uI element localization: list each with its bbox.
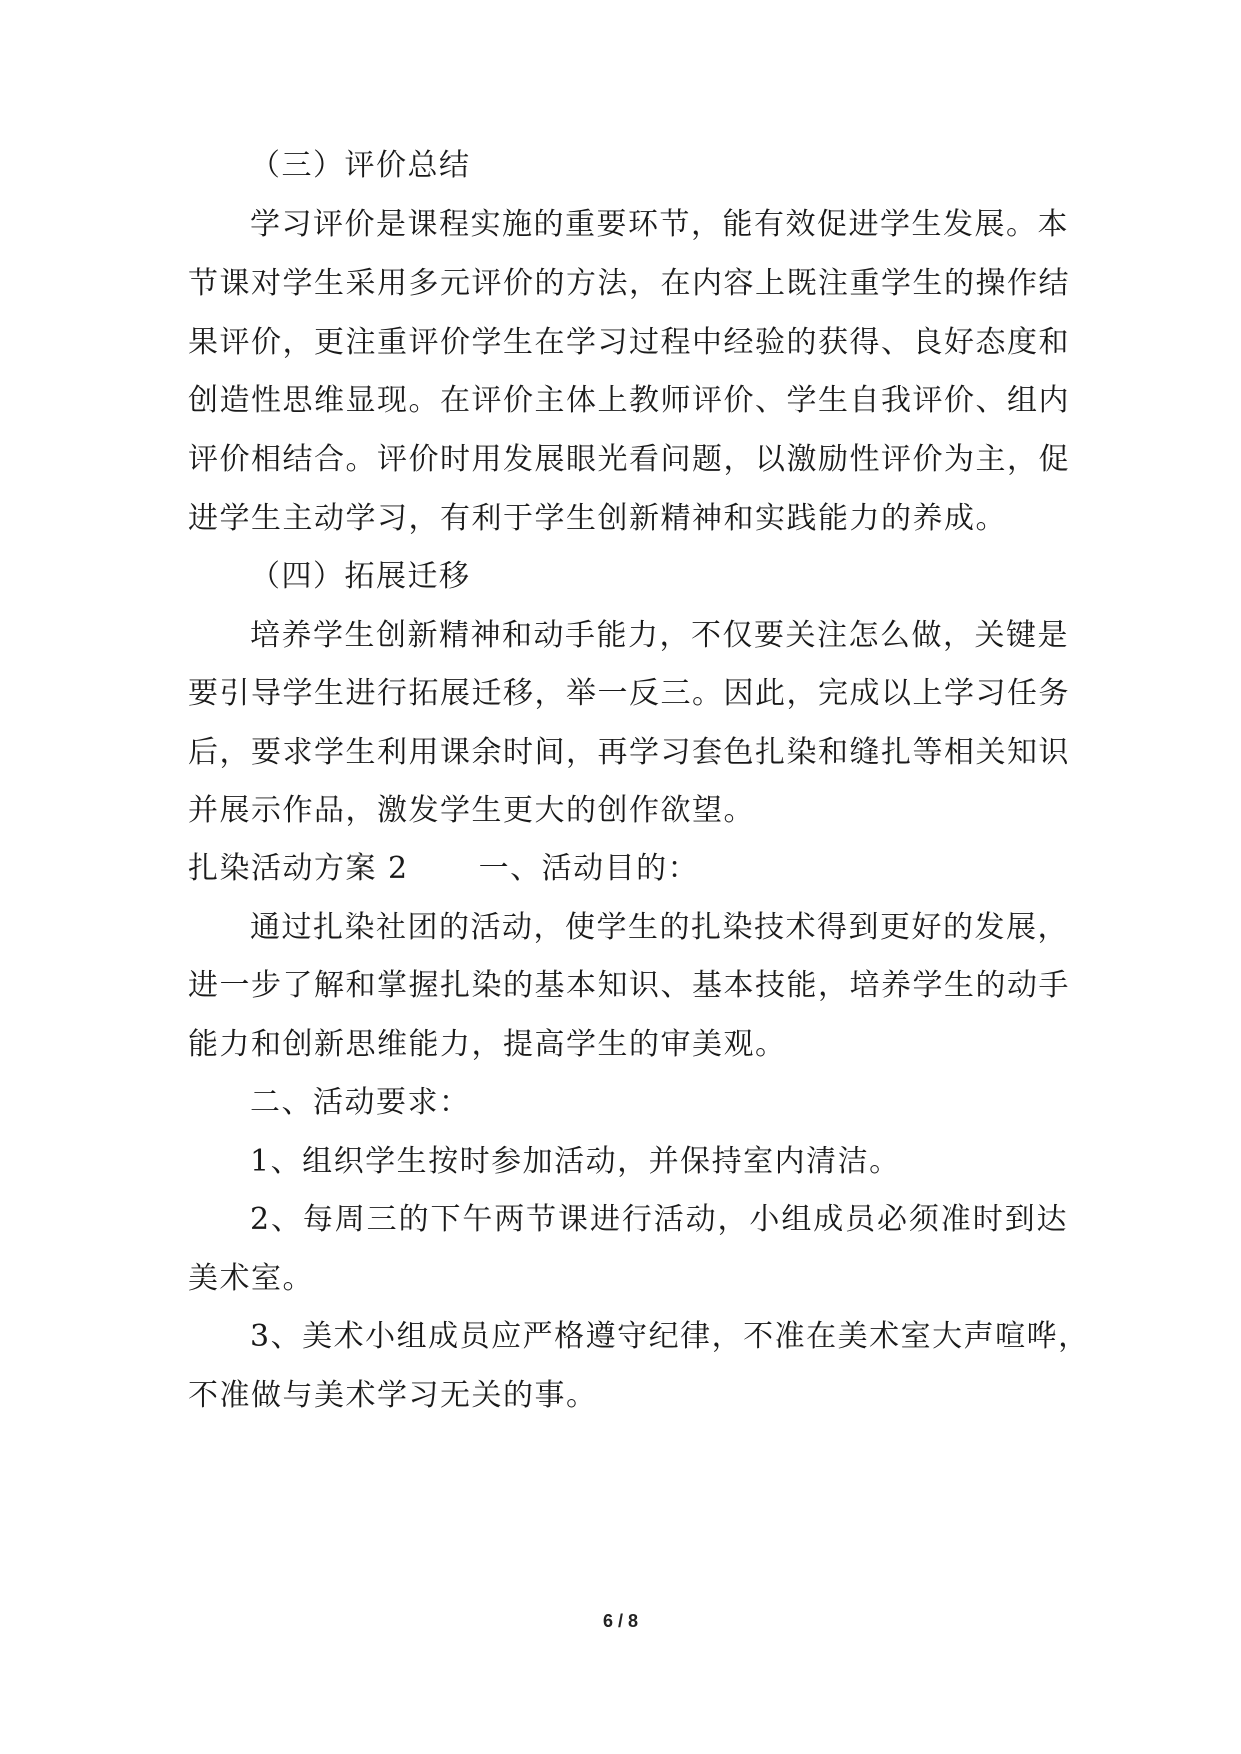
paragraph-line: 要引导学生进行拓展迁移，举一反三。因此，完成以上学习任务 [188, 676, 1070, 711]
section-heading-extension: （四）拓展迁移 [250, 559, 471, 594]
section-heading-evaluation: （三）评价总结 [250, 148, 471, 183]
requirement-item-2: 2、每周三的下午两节课进行活动，小组成员必须准时到达 [250, 1202, 1068, 1237]
section-heading-requirements: 二、活动要求： [250, 1085, 471, 1120]
paragraph-line: 进一步了解和掌握扎染的基本知识、基本技能，培养学生的动手 [188, 968, 1070, 1003]
paragraph-line: 果评价，更注重评价学生在学习过程中经验的获得、良好态度和 [188, 325, 1070, 360]
paragraph-line: 通过扎染社团的活动，使学生的扎染技术得到更好的发展， [250, 910, 1069, 945]
paragraph-line: 评价相结合。评价时用发展眼光看问题，以激励性评价为主，促 [188, 442, 1070, 477]
paragraph-line: 并展示作品，激发学生更大的创作欲望。 [188, 793, 755, 828]
section-heading-purpose: 一、活动目的： [478, 851, 700, 886]
paragraph-line: 学习评价是课程实施的重要环节，能有效促进学生发展。本 [250, 207, 1069, 242]
paragraph-line: 美术室。 [188, 1261, 314, 1296]
paragraph-line: 节课对学生采用多元评价的方法，在内容上既注重学生的操作结 [188, 266, 1070, 301]
paragraph-line: 培养学生创新精神和动手能力，不仅要关注怎么做，关键是 [250, 618, 1069, 653]
requirement-item-3: 3、美术小组成员应严格遵守纪律，不准在美术室大声喧哗， [250, 1319, 1090, 1354]
requirement-item-1: 1、组织学生按时参加活动，并保持室内清洁。 [250, 1144, 901, 1179]
paragraph-line: 进学生主动学习，有利于学生创新精神和实践能力的养成。 [188, 501, 1007, 536]
paragraph-line: 能力和创新思维能力，提高学生的审美观。 [188, 1027, 787, 1062]
page-number: 6 / 8 [602, 1611, 639, 1631]
paragraph-line: 不准做与美术学习无关的事。 [188, 1378, 598, 1413]
paragraph-line: 创造性思维显现。在评价主体上教师评价、学生自我评价、组内 [188, 383, 1070, 418]
plan-title-line [188, 849, 1068, 889]
plan-title: 扎染活动方案 2 [188, 851, 409, 886]
paragraph-line: 后，要求学生利用课余时间，再学习套色扎染和缝扎等相关知识 [188, 735, 1070, 770]
